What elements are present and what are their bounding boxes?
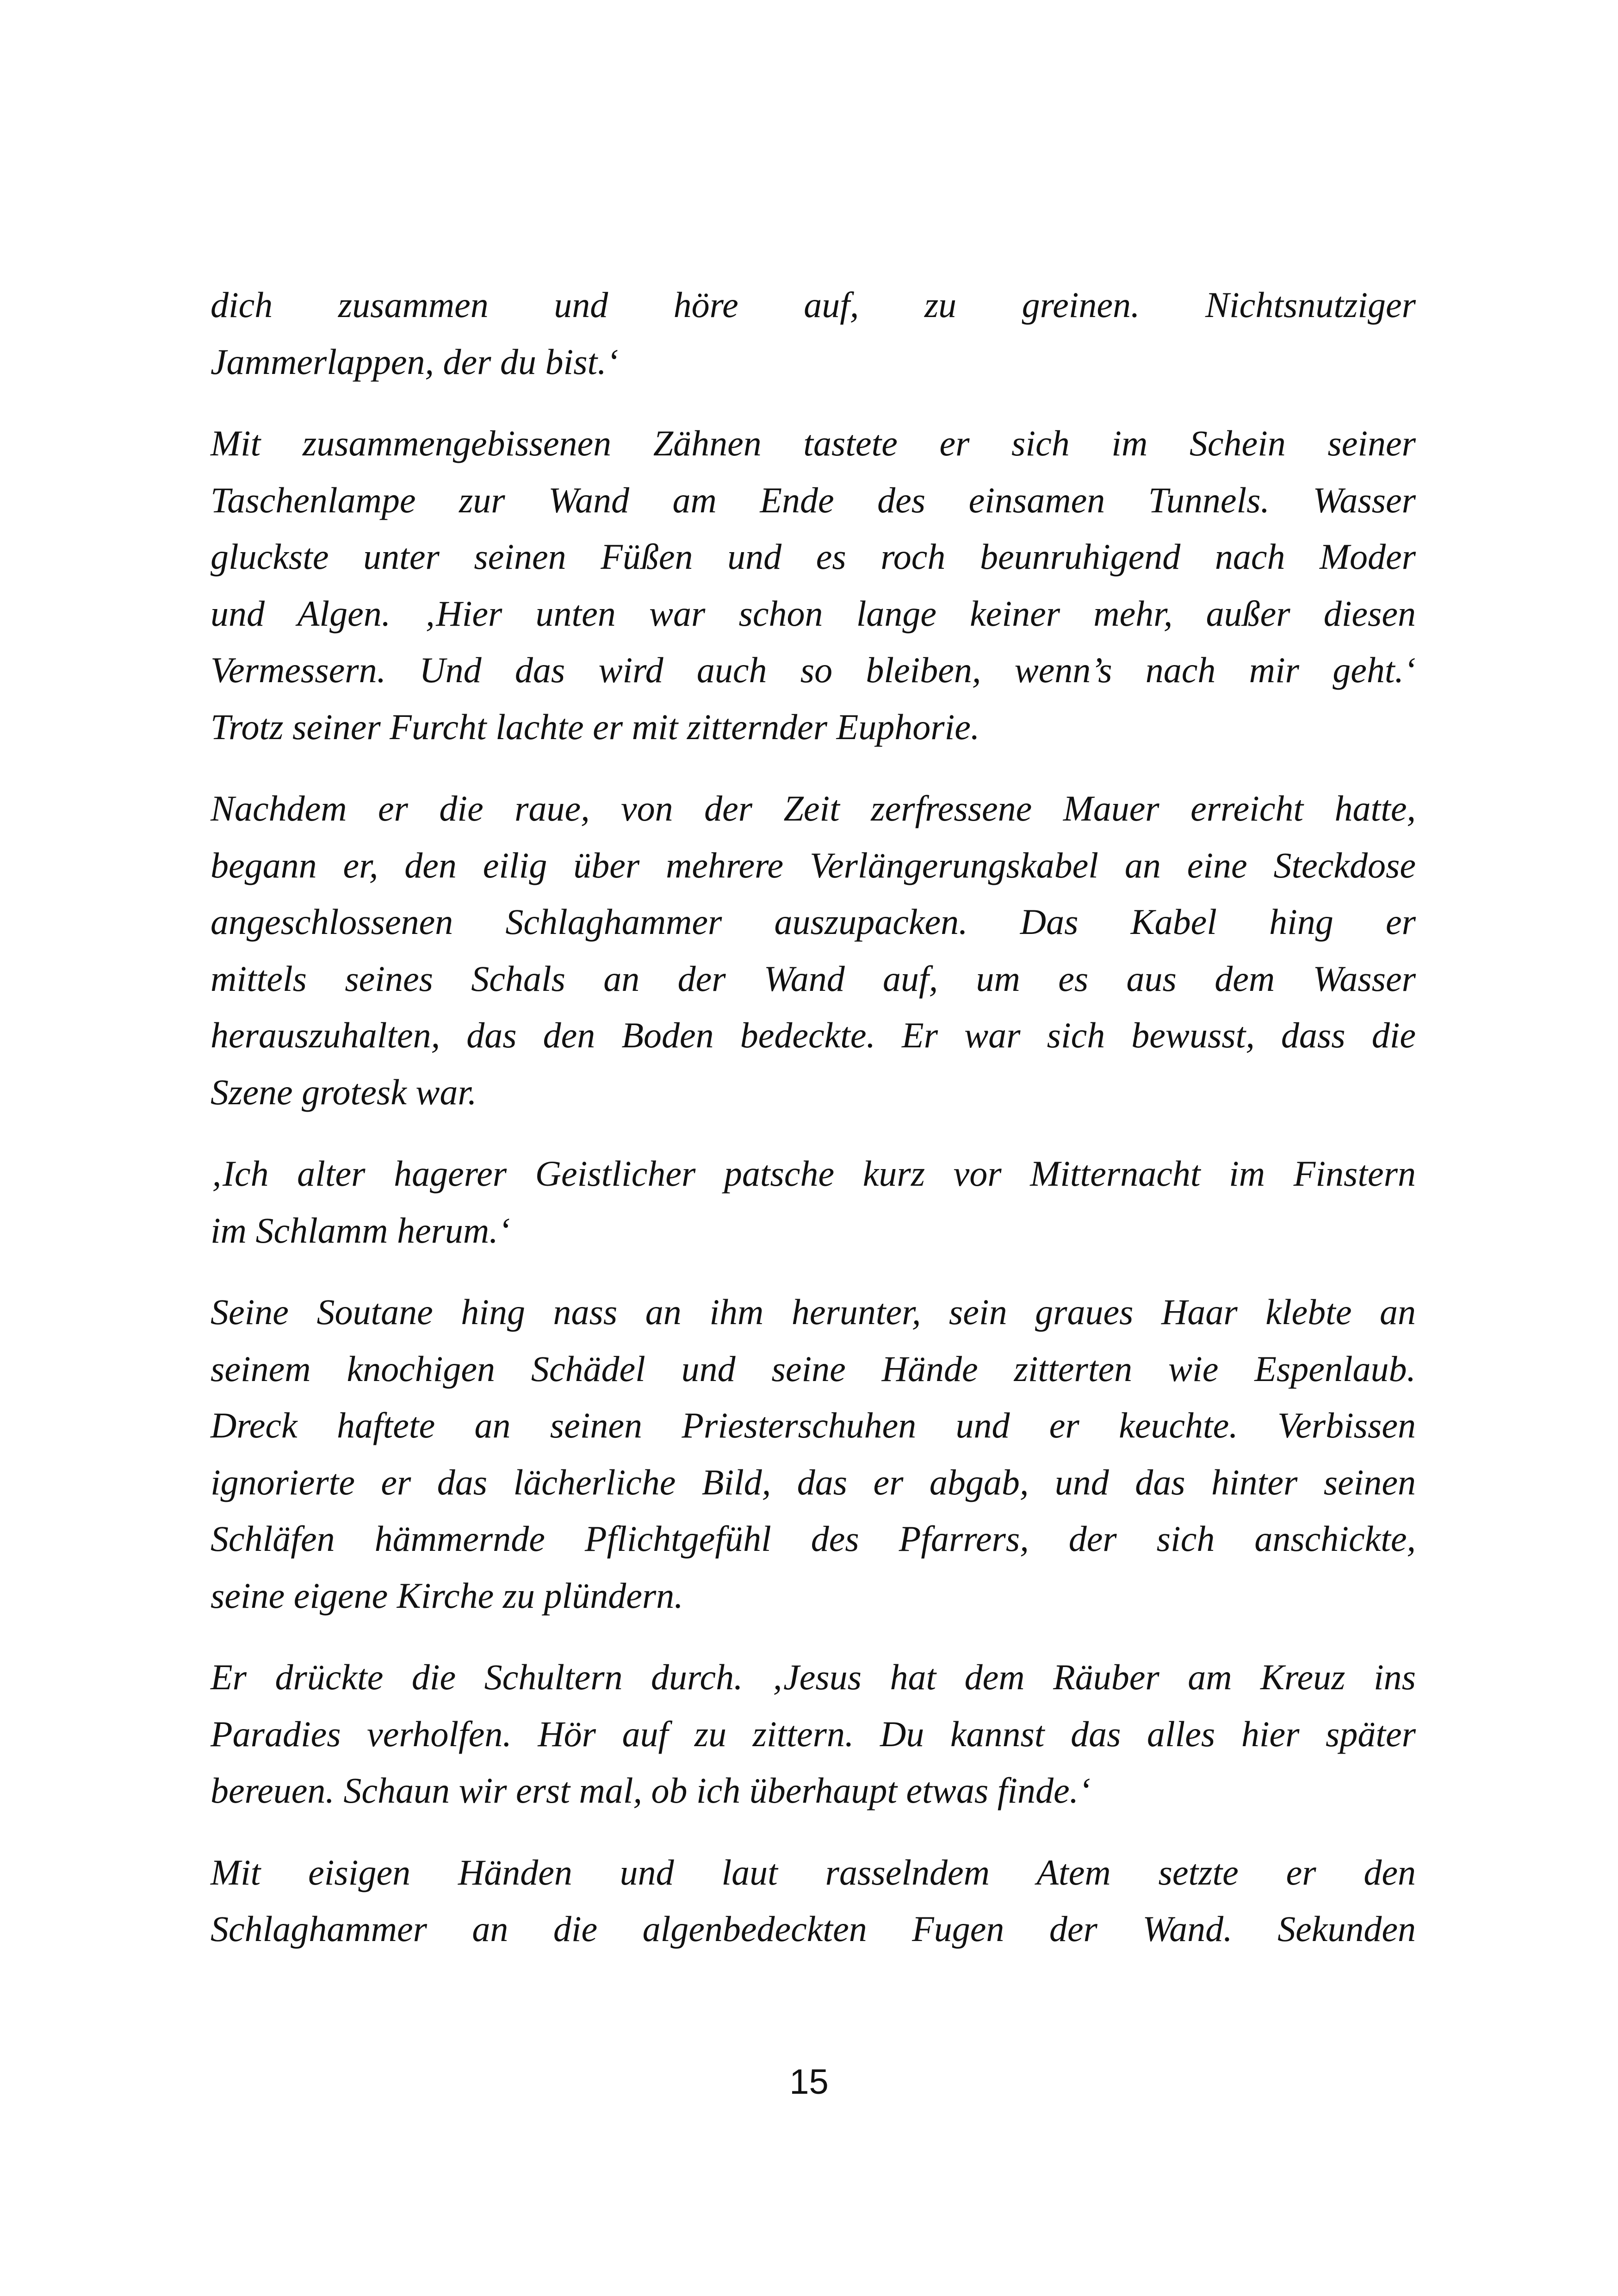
body-text: [211, 277, 1416, 1983]
paragraph: [211, 1284, 1416, 1624]
text-line: ignorierte er das lächerliche Bild, das er abgab, und das hinter seinen: [211, 1462, 1416, 1502]
text-line: Dreck haftete an seinen Priesterschuhen und er keuchte. Verbissen: [211, 1405, 1416, 1445]
paragraph: [211, 415, 1416, 755]
text-line: gluckste unter seinen Füßen und es roch beunruhigend nach Moder: [211, 536, 1416, 577]
text-line: herauszuhalten, das den Boden bedeckte. Er war sich bewusst, dass die: [211, 1015, 1416, 1055]
text-line: mittels seines Schals an der Wand auf, um es aus dem Wasser: [211, 958, 1416, 999]
text-line: begann er, den eilig über mehrere Verlängerungskabel an eine Steckdose: [211, 845, 1416, 885]
text-line: angeschlossenen Schlaghammer auszupacken. Das Kabel hing er: [211, 902, 1416, 942]
text-line: Seine Soutane hing nass an ihm herunter, sein graues Haar klebte an: [211, 1292, 1416, 1332]
text-line: ‚Ich alter hagerer Geistlicher patsche kurz vor Mitternacht im Finstern: [211, 1153, 1416, 1194]
text-line: und Algen. ‚Hier unten war schon lange keiner mehr, außer diesen: [211, 593, 1416, 634]
text-line: Mit eisigen Händen und laut rasselndem Atem setzte er den: [211, 1852, 1416, 1892]
text-line: dich zusammen und höre auf, zu greinen. Nichtsnutziger: [211, 285, 1416, 325]
text-line: Szene grotesk war.: [211, 1071, 477, 1112]
text-line: seinem knochigen Schädel und seine Hände zitterten wie Espenlaub.: [211, 1348, 1416, 1389]
text-line: Vermessern. Und das wird auch so bleiben, wenn’s nach mir geht.‘: [211, 650, 1416, 690]
text-line: seine eigene Kirche zu plündern.: [211, 1575, 683, 1616]
text-line: Paradies verholfen. Hör auf zu zittern. Du kannst das alles hier später: [211, 1713, 1416, 1754]
paragraph: [211, 1145, 1416, 1259]
text-line: Er drückte die Schultern durch. ‚Jesus hat dem Räuber am Kreuz ins: [211, 1657, 1416, 1697]
paragraph: [211, 1844, 1416, 1958]
text-line: Mit zusammengebissenen Zähnen tastete er sich im Schein seiner: [211, 423, 1416, 463]
text-line: Jammerlappen, der du bist.‘: [211, 341, 619, 382]
text-line: bereuen. Schaun wir erst mal, ob ich überhaupt etwas finde.‘: [211, 1770, 1091, 1811]
text-line: Trotz seiner Furcht lachte er mit zitternder Euphorie.: [211, 706, 980, 747]
paragraph: [211, 780, 1416, 1120]
text-line: Schläfen hämmernde Pflichtgefühl des Pfarrers, der sich anschickte,: [211, 1518, 1416, 1559]
page-number: 15: [789, 2062, 829, 2102]
text-line: Schlaghammer an die algenbedeckten Fugen der Wand. Sekunden: [211, 1909, 1416, 1949]
paragraph: [211, 1649, 1416, 1819]
text-line: im Schlamm herum.‘: [211, 1210, 510, 1251]
text-line: Taschenlampe zur Wand am Ende des einsamen Tunnels. Wasser: [211, 479, 1416, 520]
text-line: Nachdem er die raue, von der Zeit zerfressene Mauer erreicht hatte,: [211, 788, 1416, 828]
paragraph: [211, 277, 1416, 390]
